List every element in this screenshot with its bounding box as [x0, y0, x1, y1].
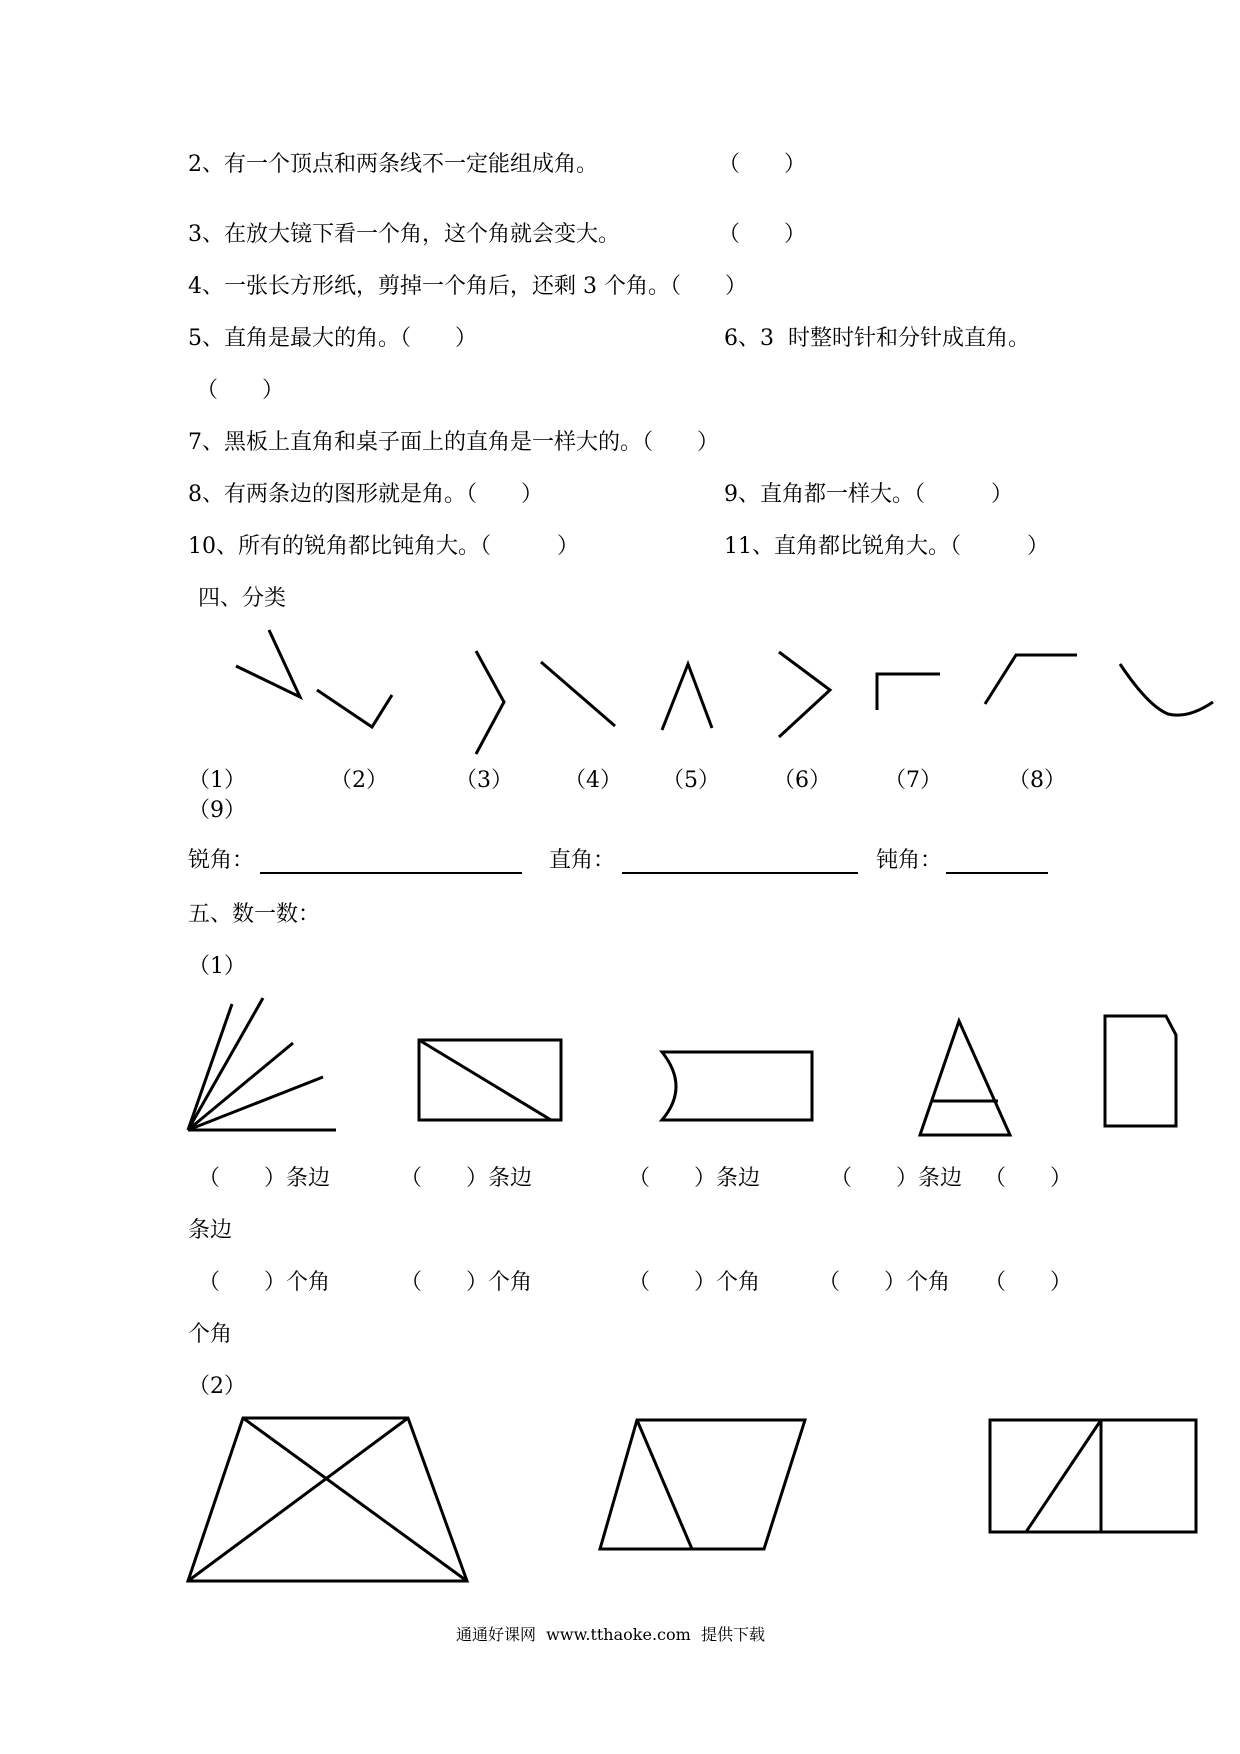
- classify-label-3: （3）: [455, 768, 513, 793]
- sides-answer-2[interactable]: （ ）条边: [400, 1166, 533, 1191]
- acute-label: 锐角：: [188, 848, 255, 873]
- classify-label-1: （1）: [188, 768, 246, 793]
- angles-answer-4[interactable]: （ ）个角: [818, 1270, 951, 1295]
- classify-label-9: （9）: [188, 798, 246, 823]
- parallelogram-split-figure: [600, 1420, 805, 1549]
- classify-label-5: （5）: [662, 768, 720, 793]
- question-8: 8、有两条边的图形就是角。（ ）: [188, 482, 543, 507]
- right-label: 直角：: [549, 848, 616, 873]
- trapezoid-diagonals-figure: [188, 1418, 467, 1581]
- count-part1-label: （1）: [188, 954, 246, 979]
- notched-rectangle-figure: [662, 1052, 812, 1120]
- question-2: 2、有一个顶点和两条线不一定能组成角。: [188, 152, 598, 177]
- question-6: 6、3 时整时针和分针成直角。: [724, 326, 1030, 351]
- question-9: 9、直角都一样大。（ ）: [724, 482, 1013, 507]
- cut-corner-rectangle-figure: [1105, 1016, 1176, 1126]
- classify-label-8: （8）: [1008, 768, 1066, 793]
- sides-answer-1[interactable]: （ ）条边: [198, 1166, 331, 1191]
- page-footer: 通通好课网 www.tthaoke.com 提供下载: [456, 1625, 765, 1644]
- angles-wrap-text: 个角: [188, 1322, 233, 1347]
- sides-answer-3[interactable]: （ ）条边: [628, 1166, 761, 1191]
- angles-answer-3[interactable]: （ ）个角: [628, 1270, 761, 1295]
- ray-fan-figure: [188, 998, 336, 1130]
- classify-label-6: （6）: [773, 768, 831, 793]
- sides-wrap-text: 条边: [188, 1218, 233, 1243]
- angles-answer-2[interactable]: （ ）个角: [400, 1270, 533, 1295]
- question-7: 7、黑板上直角和桌子面上的直角是一样大的。（ ）: [188, 430, 719, 455]
- question-4: 4、一张长方形纸，剪掉一个角后，还剩 3 个角。（ ）: [188, 274, 747, 299]
- sides-answer-4[interactable]: （ ）条边: [830, 1166, 963, 1191]
- answer-paren-2[interactable]: （ ）: [718, 152, 807, 177]
- triangle-crossbar-figure: [920, 1021, 1010, 1135]
- obtuse-label: 钝角：: [876, 848, 943, 873]
- question-3: 3、在放大镜下看一个角，这个角就会变大。: [188, 222, 620, 247]
- section-classify-title: 四、分类: [198, 586, 287, 611]
- question-10: 10、所有的锐角都比钝角大。（ ）: [188, 534, 579, 559]
- angles-answer-1[interactable]: （ ）个角: [198, 1270, 331, 1295]
- classify-label-2: （2）: [330, 768, 388, 793]
- sides-answer-5[interactable]: （ ）: [984, 1166, 1073, 1191]
- question-5: 5、直角是最大的角。（ ）: [188, 326, 477, 351]
- rectangle-split-figure: [990, 1420, 1196, 1532]
- question-11: 11、直角都比锐角大。（ ）: [724, 534, 1049, 559]
- answer-paren-6[interactable]: （ ）: [196, 378, 285, 403]
- angles-answer-5[interactable]: （ ）: [984, 1270, 1073, 1295]
- count-part2-label: （2）: [188, 1374, 246, 1399]
- classify-label-7: （7）: [884, 768, 942, 793]
- classify-label-4: （4）: [564, 768, 622, 793]
- section-count-title: 五、数一数：: [188, 902, 321, 927]
- answer-paren-3[interactable]: （ ）: [718, 222, 807, 247]
- rectangle-diagonal-figure: [419, 1040, 561, 1120]
